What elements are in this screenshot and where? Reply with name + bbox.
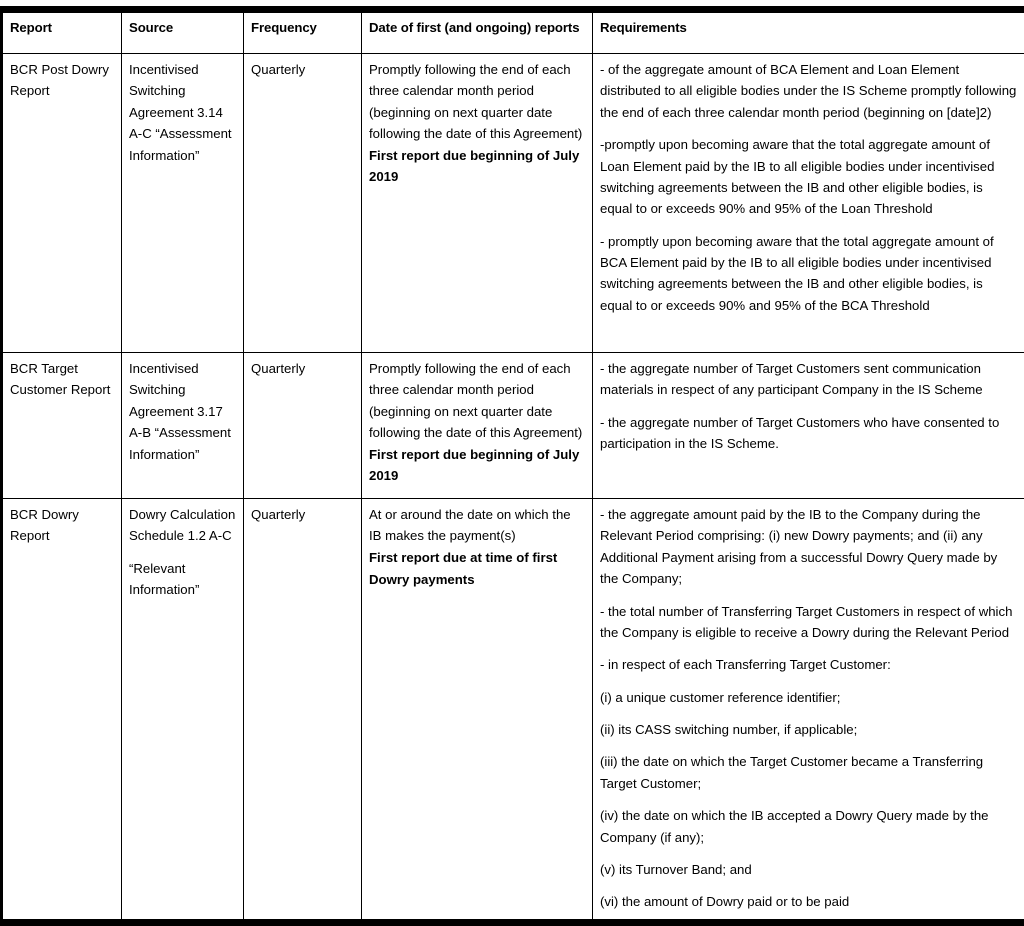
requirement-sub-item: (iv) the date on which the IB accepted a Dowry Query made by the Company (if any); xyxy=(600,805,1018,848)
cell-date xyxy=(362,353,593,499)
requirement-item: - the aggregate number of Target Customers sent communication materials in respect of any participant Company in the IS Scheme xyxy=(600,358,1018,401)
date-first-report-note: First report due beginning of July 2019 xyxy=(369,145,586,188)
source-reference: Dowry Calculation Schedule 1.2 A-C xyxy=(129,504,237,547)
source-title: “Relevant Information” xyxy=(129,558,237,601)
cell-frequency: Quarterly xyxy=(244,499,362,923)
cell-requirements xyxy=(593,353,1024,499)
cell-report: BCR Dowry Report xyxy=(2,499,122,923)
requirement-item: - promptly upon becoming aware that the total aggregate amount of BCA Element paid by the IB to all eligible bodies under incentivised switching agreements between the IB and other eligible bodies, is equal to or exceeds 90% and 95% of the BCA Threshold xyxy=(600,231,1018,317)
date-detail-text: At or around the date on which the IB makes the payment(s) xyxy=(369,504,586,547)
requirement-item: - the aggregate amount paid by the IB to the Company during the Relevant Period comprising: (i) new Dowry payments; and (ii) any Additional Payment arising from a successful Dowry Query made by the Company; xyxy=(600,504,1018,590)
cell-date xyxy=(362,499,593,923)
requirement-item: - of the aggregate amount of BCA Element and Loan Element distributed to all eligible bodies under the IS Scheme promptly following the end of each three calendar month period (beginning on [date]2) xyxy=(600,59,1018,123)
cell-requirements xyxy=(593,54,1024,353)
date-first-report-note: First report due beginning of July 2019 xyxy=(369,444,586,487)
column-header-frequency: Frequency xyxy=(244,10,362,54)
cell-report: BCR Post Dowry Report xyxy=(2,54,122,353)
requirement-sub-item: (ii) its CASS switching number, if applicable; xyxy=(600,719,1018,740)
requirement-item: - in respect of each Transferring Target Customer: xyxy=(600,654,1018,675)
table-row xyxy=(2,499,1024,923)
requirement-sub-item: (vi) the amount of Dowry paid or to be paid xyxy=(600,891,1018,912)
cell-source: Incentivised Switching Agreement 3.14 A-C “Assessment Information” xyxy=(122,54,244,353)
column-header-report: Report xyxy=(2,10,122,54)
date-detail-text: Promptly following the end of each three calendar month period (beginning on next quarter date following the date of this Agreement) xyxy=(369,59,586,145)
cell-requirements xyxy=(593,499,1024,923)
cell-frequency: Quarterly xyxy=(244,54,362,353)
date-first-report-note: First report due at time of first Dowry payments xyxy=(369,547,586,590)
cell-frequency: Quarterly xyxy=(244,353,362,499)
requirement-item: - the total number of Transferring Target Customers in respect of which the Company is eligible to receive a Dowry during the Relevant Period xyxy=(600,601,1018,644)
requirement-item: - the aggregate number of Target Customers who have consented to participation in the IS Scheme. xyxy=(600,412,1018,455)
cell-source xyxy=(122,499,244,923)
table-row xyxy=(2,353,1024,499)
column-header-requirements: Requirements xyxy=(593,10,1024,54)
requirement-sub-item: (i) a unique customer reference identifier; xyxy=(600,687,1018,708)
requirement-sub-item: (v) its Turnover Band; and xyxy=(600,859,1018,880)
reporting-requirements-table xyxy=(0,6,1024,926)
column-header-source: Source xyxy=(122,10,244,54)
table-header-row xyxy=(2,10,1024,54)
date-detail-text: Promptly following the end of each three calendar month period (beginning on next quarter date following the date of this Agreement) xyxy=(369,358,586,444)
table-row xyxy=(2,54,1024,353)
column-header-date: Date of first (and ongoing) reports xyxy=(362,10,593,54)
cell-report: BCR Target Customer Report xyxy=(2,353,122,499)
cell-date xyxy=(362,54,593,353)
requirement-sub-item: (iii) the date on which the Target Customer became a Transferring Target Customer; xyxy=(600,751,1018,794)
requirement-item: -promptly upon becoming aware that the total aggregate amount of Loan Element paid by the IB to all eligible bodies under incentivised switching agreements between the IB and other eligible bodies, is equal to or exceeds 90% and 95% of the Loan Threshold xyxy=(600,134,1018,220)
cell-source: Incentivised Switching Agreement 3.17 A-B “Assessment Information” xyxy=(122,353,244,499)
